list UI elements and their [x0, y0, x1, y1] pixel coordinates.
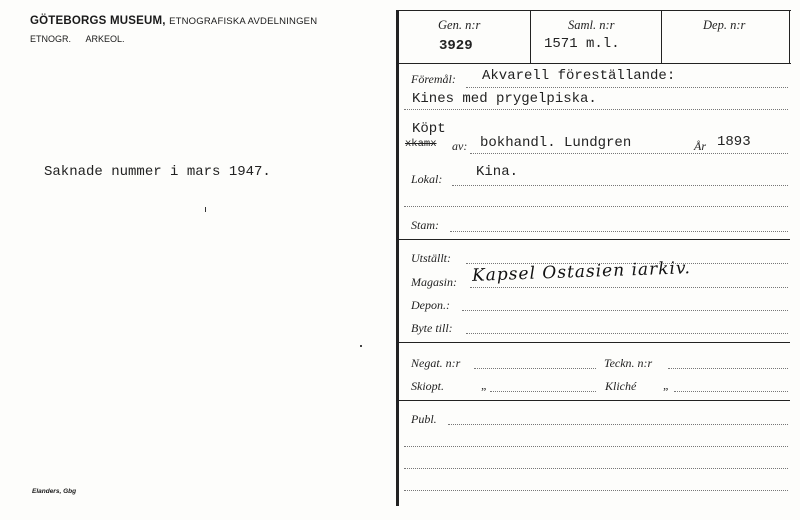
saml-label: Saml. n:r	[568, 18, 615, 32]
dotted-line	[470, 287, 788, 288]
year-value: 1893	[717, 134, 751, 150]
dotted-line	[462, 310, 788, 311]
dotted-line	[470, 153, 788, 154]
department-title: ETNOGRAFISKA AVDELNINGEN	[169, 16, 318, 27]
acquired-type: Köpt	[412, 121, 446, 137]
foremal-line1: Akvarell föreställande:	[482, 68, 676, 84]
skiopt-ditto: „	[481, 378, 488, 392]
card-left-border	[396, 10, 399, 506]
dotted-line	[490, 391, 596, 392]
speck	[205, 207, 206, 212]
kliche-ditto: „	[663, 378, 670, 392]
acquired-value: bokhandl. Lundgren	[480, 135, 632, 151]
magasin-label: Magasin:	[411, 275, 457, 289]
dotted-line	[404, 490, 788, 491]
dotted-line	[466, 87, 788, 88]
dotted-line	[450, 231, 788, 232]
printer-mark: Elanders, Gbg	[32, 488, 77, 495]
card-right-border	[789, 10, 790, 64]
section-divider	[398, 400, 790, 401]
museum-title: GÖTEBORGS MUSEUM,	[30, 15, 166, 27]
card-top-border	[398, 10, 791, 11]
year-label: År	[694, 139, 706, 153]
publ-label: Publ.	[411, 412, 437, 426]
lokal-label: Lokal:	[411, 172, 443, 186]
section-divider	[398, 342, 790, 343]
section-divider	[398, 239, 790, 240]
magasin-handwritten-value: Kapsel Ostasien iarkiv.	[471, 258, 692, 286]
dotted-line	[404, 446, 788, 447]
dotted-line	[674, 391, 788, 392]
saml-value: 1571 m.l.	[544, 36, 620, 52]
foremal-line2: Kines med prygelpiska.	[412, 91, 597, 107]
lokal-value: Kina.	[476, 164, 519, 180]
gen-value: 3929	[439, 38, 473, 54]
dotted-line	[452, 185, 788, 186]
top-divider-1	[530, 10, 531, 64]
missing-note: Saknade nummer i mars 1947.	[44, 164, 271, 180]
byte-label: Byte till:	[411, 321, 453, 335]
acquired-label: av:	[452, 139, 468, 153]
speck	[360, 345, 362, 347]
stam-label: Stam:	[411, 218, 439, 232]
kliche-label: Kliché	[605, 379, 637, 393]
dotted-line	[466, 333, 788, 334]
skiopt-label: Skiopt.	[411, 379, 444, 393]
section-etnogr: ETNOGR.	[30, 34, 72, 44]
top-row-bottom	[398, 63, 791, 64]
dotted-line	[448, 424, 788, 425]
dotted-line	[668, 368, 788, 369]
section-arkeol: ARKEOL.	[85, 34, 125, 44]
foremal-label: Föremål:	[411, 72, 456, 86]
dotted-line	[404, 468, 788, 469]
dotted-line	[404, 206, 788, 207]
teckn-label: Teckn. n:r	[604, 356, 653, 370]
negat-label: Negat. n:r	[411, 356, 461, 370]
dotted-line	[474, 368, 596, 369]
section-codes	[30, 34, 125, 44]
depon-label: Depon.:	[411, 298, 450, 312]
struck-text: xkamx	[405, 138, 437, 150]
top-divider-2	[661, 10, 662, 64]
utstallt-label: Utställt:	[411, 251, 452, 265]
dep-label: Dep. n:r	[703, 18, 746, 32]
dotted-line	[404, 109, 788, 110]
museum-name	[30, 15, 317, 27]
gen-label: Gen. n:r	[438, 18, 481, 32]
